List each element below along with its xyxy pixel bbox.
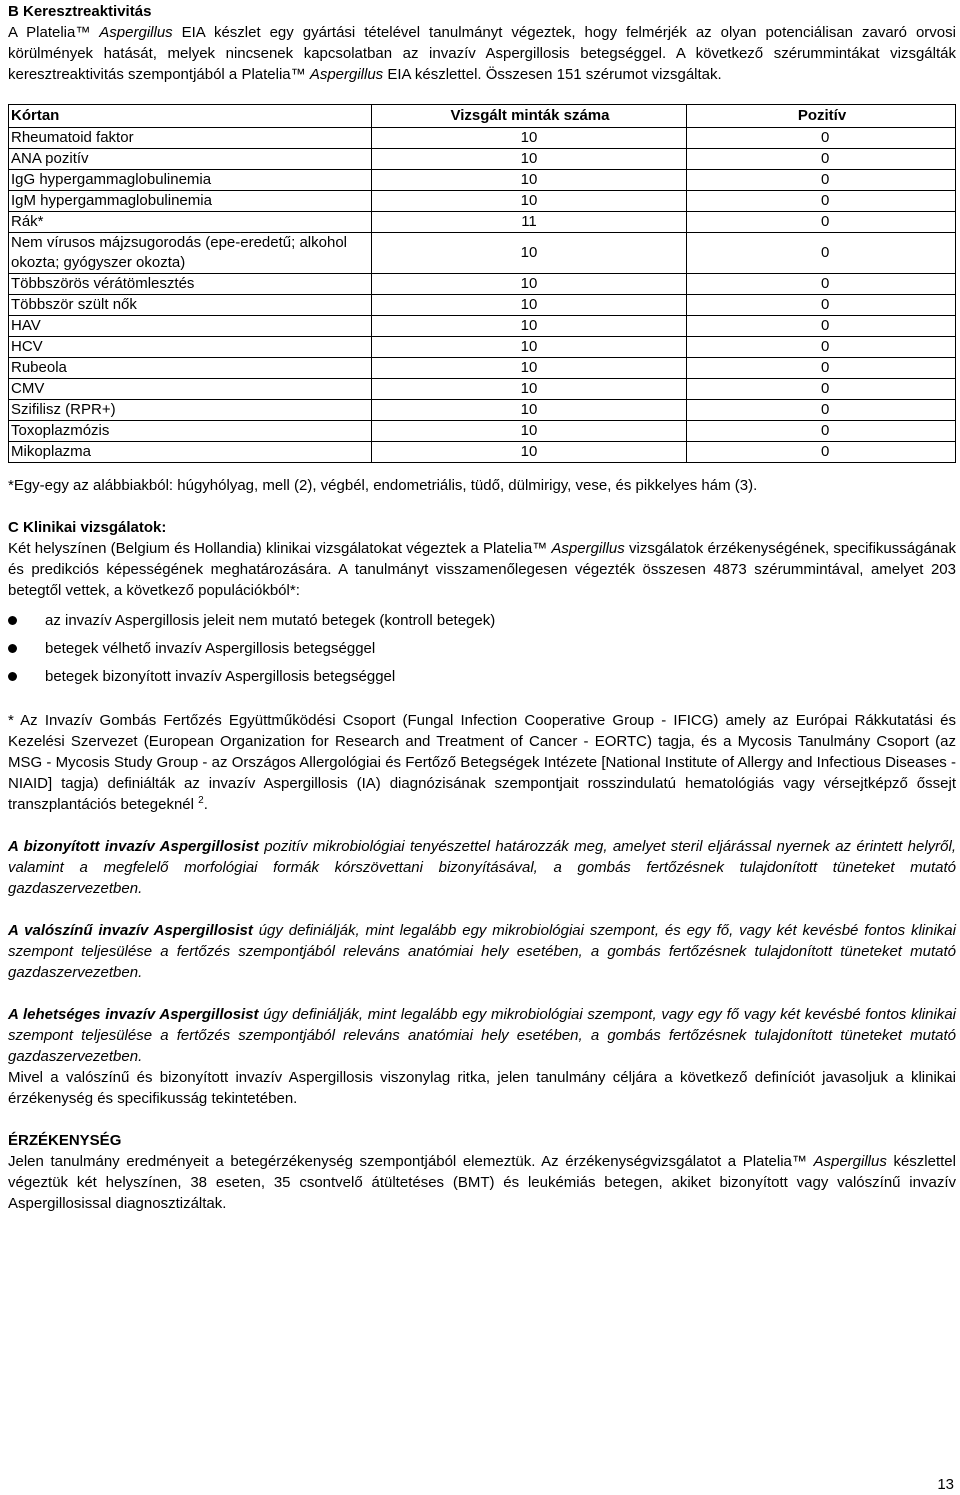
cell-positive: 0 [687, 316, 956, 337]
cell-positive: 0 [687, 170, 956, 191]
cell-positive: 0 [687, 337, 956, 358]
section-c-heading: C Klinikai vizsgálatok: [8, 519, 167, 536]
col-header-positive: Pozitív [687, 105, 956, 128]
cell-positive: 0 [687, 295, 956, 316]
cell-samples: 10 [372, 421, 687, 442]
cell-positive: 0 [687, 274, 956, 295]
section-c-paragraph: Két helyszínen (Belgium és Hollandia) klinikai vizsgálatokat végeztek a Platelia™ Aspergillus vizsgálatok érzékenységének, specifikusságának és predikciós képességének meghatározására. A tanulmányt visszamenőlegesen végezték összesen 4873 szérummintával, amelyet 203 betegtől vettek, a következő populációkból*: [8, 540, 956, 599]
cell-kortan: CMV [9, 379, 372, 400]
cell-kortan: HAV [9, 316, 372, 337]
proven-definition: A bizonyított invazív Aspergillosist pozitív mikrobiológiai tenyészettel határozzák meg, amelyet steril eljárással nyernek az érintett helyről, valamint a megfelelő morfológiai formák kórszövettani bizonyításával, a gombás fertőzésnek tulajdonított tüneteket mutató gazdaszervezetben. [8, 838, 956, 897]
cell-positive: 0 [687, 191, 956, 212]
table-row [9, 170, 956, 191]
cell-kortan: Mikoplazma [9, 442, 372, 463]
cell-kortan: IgM hypergammaglobulinemia [9, 191, 372, 212]
cell-samples: 10 [372, 149, 687, 170]
table-row [9, 379, 956, 400]
cell-kortan: Többször szült nők [9, 295, 372, 316]
cell-kortan: Szifilisz (RPR+) [9, 400, 372, 421]
cell-positive: 0 [687, 128, 956, 149]
table-footnote: *Egy-egy az alábbiakból: húgyhólyag, mell (2), végbél, endometriális, tüdő, dülmirigy, vese, és pikkelyes hám (3). [8, 477, 758, 494]
section-b-intro: A Platelia™ Aspergillus EIA készlet egy gyártási tételével tanulmányt végeztek, hogy felmérjék az olyan potenciálisan zavaró orvosi körülmények hatását, melyek nincsenek kapcsolatban az invazív Aspergillosis betegséggel. A következő szérummintákat vizsgálták keresztreaktivitás szempontjából a Platelia™ Aspergillus EIA készlettel. Összesen 151 szérumot vizsgáltak. [8, 24, 956, 83]
list-item: betegek vélhető invazív Aspergillosis betegséggel [8, 635, 956, 663]
table-row [9, 295, 956, 316]
cell-kortan: Többszörös vérátömlesztés [9, 274, 372, 295]
cell-positive: 0 [687, 379, 956, 400]
table-row [9, 337, 956, 358]
cell-kortan: IgG hypergammaglobulinemia [9, 170, 372, 191]
table-header-row [9, 105, 956, 128]
cell-kortan: Rák* [9, 212, 372, 233]
cell-kortan: Rheumatoid faktor [9, 128, 372, 149]
cell-samples: 10 [372, 316, 687, 337]
table-row [9, 191, 956, 212]
table-row [9, 128, 956, 149]
cell-positive: 0 [687, 421, 956, 442]
cell-kortan: HCV [9, 337, 372, 358]
bullet-icon [8, 672, 17, 681]
table-row [9, 421, 956, 442]
cell-kortan: ANA pozitív [9, 149, 372, 170]
cell-samples: 10 [372, 379, 687, 400]
cell-kortan: Nem vírusos májzsugorodás (epe-eredetű; alkohol okozta; gyógyszer okozta) [9, 233, 372, 274]
bullet-icon [8, 616, 17, 625]
table-row [9, 233, 956, 274]
definition-note: Mivel a valószínű és bizonyított invazív Aspergillosis viszonylag ritka, jelen tanulmány céljára a következő definíciót javasoljuk a klinikai érzékenység és specifikusság tekintetében. [8, 1069, 956, 1107]
cell-positive: 0 [687, 233, 956, 274]
population-list [8, 607, 956, 691]
list-item: az invazív Aspergillosis jeleit nem mutató betegek (kontroll betegek) [8, 607, 956, 635]
cell-samples: 10 [372, 400, 687, 421]
ificg-footnote: * Az Invazív Gombás Fertőzés Együttműködési Csoport (Fungal Infection Cooperative Group - IFICG) amely az Európai Rákkutatási és Kezelési Szervezet (European Organization for Research and Treatment of Cancer - EORTC) tagja, és a Mycosis Tanulmány Csoport (az MSG - Mycosis Study Group - az Országos Allergológiai és Fertőző Betegségek Intézete [National Institute of Allergy and Infectious Diseases - NIAID] tagja) definiálták az invazív Aspergillosis (IA) diagnózisának szempontjait rosszindulatú hematológiás vagy vérsejtképző őssejt transzplantációs betegeknél $^2$. [8, 712, 956, 813]
cell-samples: 10 [372, 337, 687, 358]
document-page [8, 0, 956, 1214]
table-row [9, 442, 956, 463]
col-header-samples: Vizsgált minták száma [372, 105, 687, 128]
page-number: 13 [937, 1476, 954, 1493]
sensitivity-heading: ÉRZÉKENYSÉG [8, 1132, 122, 1149]
cross-reactivity-table [8, 104, 956, 463]
possible-definition: A lehetséges invazív Aspergillosist úgy definiálják, mint legalább egy mikrobiológiai szempont, vagy egy fő vagy két kevésbé fontos klinikai szempont teljesülése a fertőzés szempontjából releváns anatómiai hely esetében, a gombás fertőzésnek tulajdonított tüneteket mutató gazdaszervezetben. [8, 1006, 956, 1065]
table-row [9, 274, 956, 295]
cell-positive: 0 [687, 149, 956, 170]
cell-samples: 10 [372, 233, 687, 274]
cell-samples: 10 [372, 442, 687, 463]
col-header-kortan: Kórtan [9, 105, 372, 128]
cell-samples: 10 [372, 295, 687, 316]
section-b-heading: B Keresztreaktivitás [8, 3, 152, 20]
cell-kortan: Rubeola [9, 358, 372, 379]
bullet-icon [8, 644, 17, 653]
table-row [9, 358, 956, 379]
table-row [9, 149, 956, 170]
cell-samples: 11 [372, 212, 687, 233]
cell-positive: 0 [687, 358, 956, 379]
cell-samples: 10 [372, 128, 687, 149]
cell-samples: 10 [372, 170, 687, 191]
probable-definition: A valószínű invazív Aspergillosist úgy definiálják, mint legalább egy mikrobiológiai szempont, és egy fő, vagy két kevésbé fontos klinikai szempont teljesülése a fertőzés szempontjából releváns anatómiai hely esetében, a gombás fertőzésnek tulajdonított tüneteket mutató gazdaszervezetben. [8, 922, 956, 981]
list-item: betegek bizonyított invazív Aspergillosis betegséggel [8, 663, 956, 691]
cell-samples: 10 [372, 274, 687, 295]
cell-samples: 10 [372, 191, 687, 212]
table-row [9, 316, 956, 337]
cell-positive: 0 [687, 212, 956, 233]
cell-positive: 0 [687, 400, 956, 421]
table-row [9, 400, 956, 421]
cell-positive: 0 [687, 442, 956, 463]
table-row [9, 212, 956, 233]
cell-samples: 10 [372, 358, 687, 379]
cell-kortan: Toxoplazmózis [9, 421, 372, 442]
sensitivity-paragraph: Jelen tanulmány eredményeit a betegérzékenység szempontjából elemeztük. Az érzékenységvizsgálatot a Platelia™ Aspergillus készlettel végeztük két helyszínen, 38 eseten, 35 csontvelő átültetéses (BMT) és leukémiás betegen, akiket bizonyított vagy valószínű invazív Aspergillosissal diagnosztizáltak. [8, 1153, 956, 1212]
